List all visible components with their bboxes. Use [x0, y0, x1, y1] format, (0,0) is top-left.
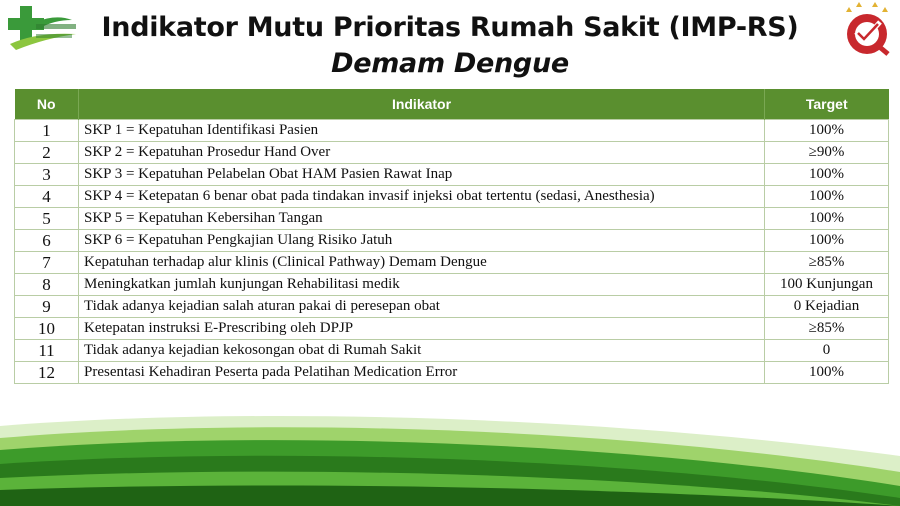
- row-indikator: Presentasi Kehadiran Peserta pada Pelatihan Medication Error: [79, 362, 765, 384]
- green-swoosh-decoration: [0, 386, 900, 506]
- table-row: [15, 208, 889, 230]
- row-no: 8: [15, 274, 79, 296]
- table-row: [15, 230, 889, 252]
- row-no: 4: [15, 186, 79, 208]
- row-no: 11: [15, 340, 79, 362]
- row-target: 100%: [765, 230, 889, 252]
- row-no: 1: [15, 120, 79, 142]
- row-target: 100%: [765, 186, 889, 208]
- table-row: [15, 142, 889, 164]
- header-target: Target: [765, 89, 889, 120]
- row-target: 100%: [765, 120, 889, 142]
- row-indikator: Ketepatan instruksi E-Prescribing oleh DPJP: [79, 318, 765, 340]
- row-indikator: SKP 6 = Kepatuhan Pengkajian Ulang Risiko Jatuh: [79, 230, 765, 252]
- header-indikator: Indikator: [79, 89, 765, 120]
- row-indikator: Kepatuhan terhadap alur klinis (Clinical Pathway) Demam Dengue: [79, 252, 765, 274]
- row-no: 3: [15, 164, 79, 186]
- row-indikator: Tidak adanya kejadian salah aturan pakai di peresepan obat: [79, 296, 765, 318]
- row-indikator: SKP 1 = Kepatuhan Identifikasi Pasien: [79, 120, 765, 142]
- row-target: ≥85%: [765, 318, 889, 340]
- row-indikator: Meningkatkan jumlah kunjungan Rehabilitasi medik: [79, 274, 765, 296]
- table-row: [15, 274, 889, 296]
- table-row: [15, 186, 889, 208]
- row-no: 5: [15, 208, 79, 230]
- row-target: 100%: [765, 164, 889, 186]
- row-indikator: SKP 5 = Kepatuhan Kebersihan Tangan: [79, 208, 765, 230]
- page-subtitle: Demam Dengue: [331, 48, 569, 79]
- table-row: [15, 296, 889, 318]
- title-block: [0, 10, 900, 82]
- row-indikator: Tidak adanya kejadian kekosongan obat di Rumah Sakit: [79, 340, 765, 362]
- row-target: 100 Kunjungan: [765, 274, 889, 296]
- row-no: 10: [15, 318, 79, 340]
- row-indikator: SKP 3 = Kepatuhan Pelabelan Obat HAM Pasien Rawat Inap: [79, 164, 765, 186]
- row-target: ≥85%: [765, 252, 889, 274]
- page-title: Indikator Mutu Prioritas Rumah Sakit (IMP-RS): [101, 12, 799, 43]
- header-no: No: [15, 89, 79, 120]
- row-target: 0 Kejadian: [765, 296, 889, 318]
- table-row: [15, 164, 889, 186]
- row-no: 12: [15, 362, 79, 384]
- table-row: [15, 340, 889, 362]
- table-header-row: [15, 89, 889, 120]
- row-no: 9: [15, 296, 79, 318]
- table-row: [15, 252, 889, 274]
- table-row: [15, 318, 889, 340]
- table-row: [15, 120, 889, 142]
- indicator-table: [14, 89, 889, 384]
- row-indikator: SKP 4 = Ketepatan 6 benar obat pada tindakan invasif injeksi obat tertentu (sedasi, Anesthesia): [79, 186, 765, 208]
- row-no: 6: [15, 230, 79, 252]
- row-target: ≥90%: [765, 142, 889, 164]
- row-no: 2: [15, 142, 79, 164]
- row-target: 0: [765, 340, 889, 362]
- row-no: 7: [15, 252, 79, 274]
- row-target: 100%: [765, 362, 889, 384]
- row-indikator: SKP 2 = Kepatuhan Prosedur Hand Over: [79, 142, 765, 164]
- row-target: 100%: [765, 208, 889, 230]
- table-row: [15, 362, 889, 384]
